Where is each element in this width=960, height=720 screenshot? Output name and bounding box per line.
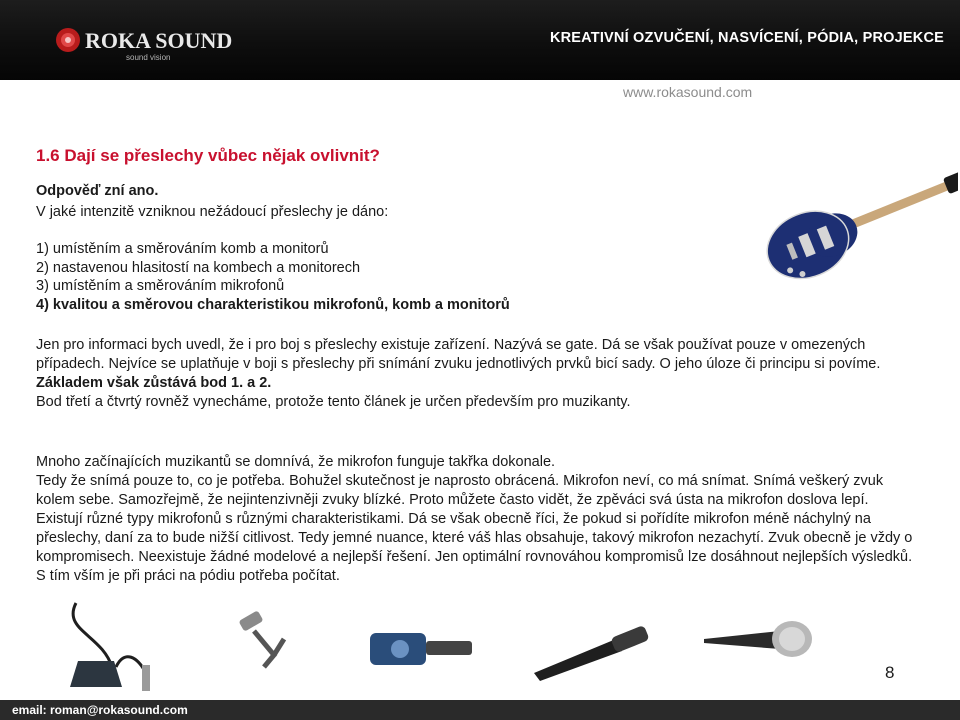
dynamic-mic-icon [530, 621, 660, 681]
vocal-mic-icon [700, 615, 815, 665]
factor-item: 3) umístěním a směrováním mikrofonů [36, 278, 285, 294]
paragraph-microphones [36, 453, 916, 586]
paragraph-gate-closing: Bod třetí a čtvrtý rovněž vynecháme, protože tento článek je určen především pro muzikanty. [36, 394, 631, 410]
logo-icon [52, 22, 252, 62]
intro-text: V jaké intenzitě vzniknou nežádoucí přeslechy je dáno: [36, 204, 389, 220]
factor-item: 1) umístěním a směrováním komb a monitorů [36, 241, 329, 257]
boundary-mic-icon [62, 595, 162, 695]
header-bar [0, 0, 960, 80]
instrument-mic-icon [368, 627, 476, 672]
header-tagline: KREATIVNÍ OZVUČENÍ, NASVÍCENÍ, PÓDIA, PROJEKCE [549, 30, 944, 46]
paragraph-gate [36, 336, 916, 412]
logo-text: ROKA SOUND [85, 28, 233, 53]
paragraph-microphones-lead: Mnoho začínajících muzikantů se domnívá, že mikrofon funguje takřka dokonale. [36, 454, 556, 470]
guitar-icon [758, 170, 958, 285]
footer-email[interactable]: email: roman@rokasound.com [12, 703, 188, 717]
factors-list [36, 240, 510, 314]
factor-item: 4) kvalitou a směrovou charakteristikou mikrofonů, komb a monitorů [36, 296, 510, 313]
microphone-gallery [0, 595, 960, 695]
paragraph-gate-text: Jen pro informaci bych uvedl, že i pro boj s přeslechy existuje zařízení. Nazývá se gate. Dá se však používat pouze v omezených případech. Nejvíce se uplatňuje v boji s přeslechy při snímání zvuku jednotlivých prvků bicí sady. O jeho úloze či principu si povíme. [36, 337, 881, 372]
paragraph-gate-emphasis: Základem však zůstává bod 1. a 2. [36, 375, 272, 391]
page-number: 8 [885, 663, 895, 682]
factor-item: 2) nastavenou hlasitostí na kombech a monitorech [36, 259, 361, 276]
clip-mic-icon [234, 609, 294, 671]
website-link[interactable]: www.rokasound.com [623, 84, 753, 100]
answer-text: Odpověď zní ano. [36, 183, 159, 199]
footer-bar [0, 700, 960, 720]
logo-subtext: sound vision [126, 53, 171, 62]
section-title: 1.6 Dají se přeslechy vůbec nějak ovlivnit? [36, 146, 380, 165]
paragraph-microphones-body: Tedy že snímá pouze to, co je potřeba. Bohužel skutečnost je naprosto obrácená. Mikrofon neví, co má snímat. Snímá veškerý zvuk kolem sebe. Samozřejmě, že nejintenzivněji zvuky blízké. Proto můžete často vidět, že zpěváci svá ústa na mikrofon doslova lepí. Existují různé typy mikrofonů s různými charakteristikami. Dá se však obecně říci, že pokud si pořídíte mikrofon méně náchylný na přeslechy, daní za to bude nižší citlivost. Tedy jemné nuance, které váš hlas obsahuje, takový mikrofon nezachytí. Zvuk obecně je vždy o kompromisech. Neexistuje žádné modelové a nejlepší řešení. Jen optimální rovnováhou kompromisů lze dosáhnout nejlepších výsledků. S tím vším je při práci na pódiu potřeba počítat. [36, 473, 913, 584]
